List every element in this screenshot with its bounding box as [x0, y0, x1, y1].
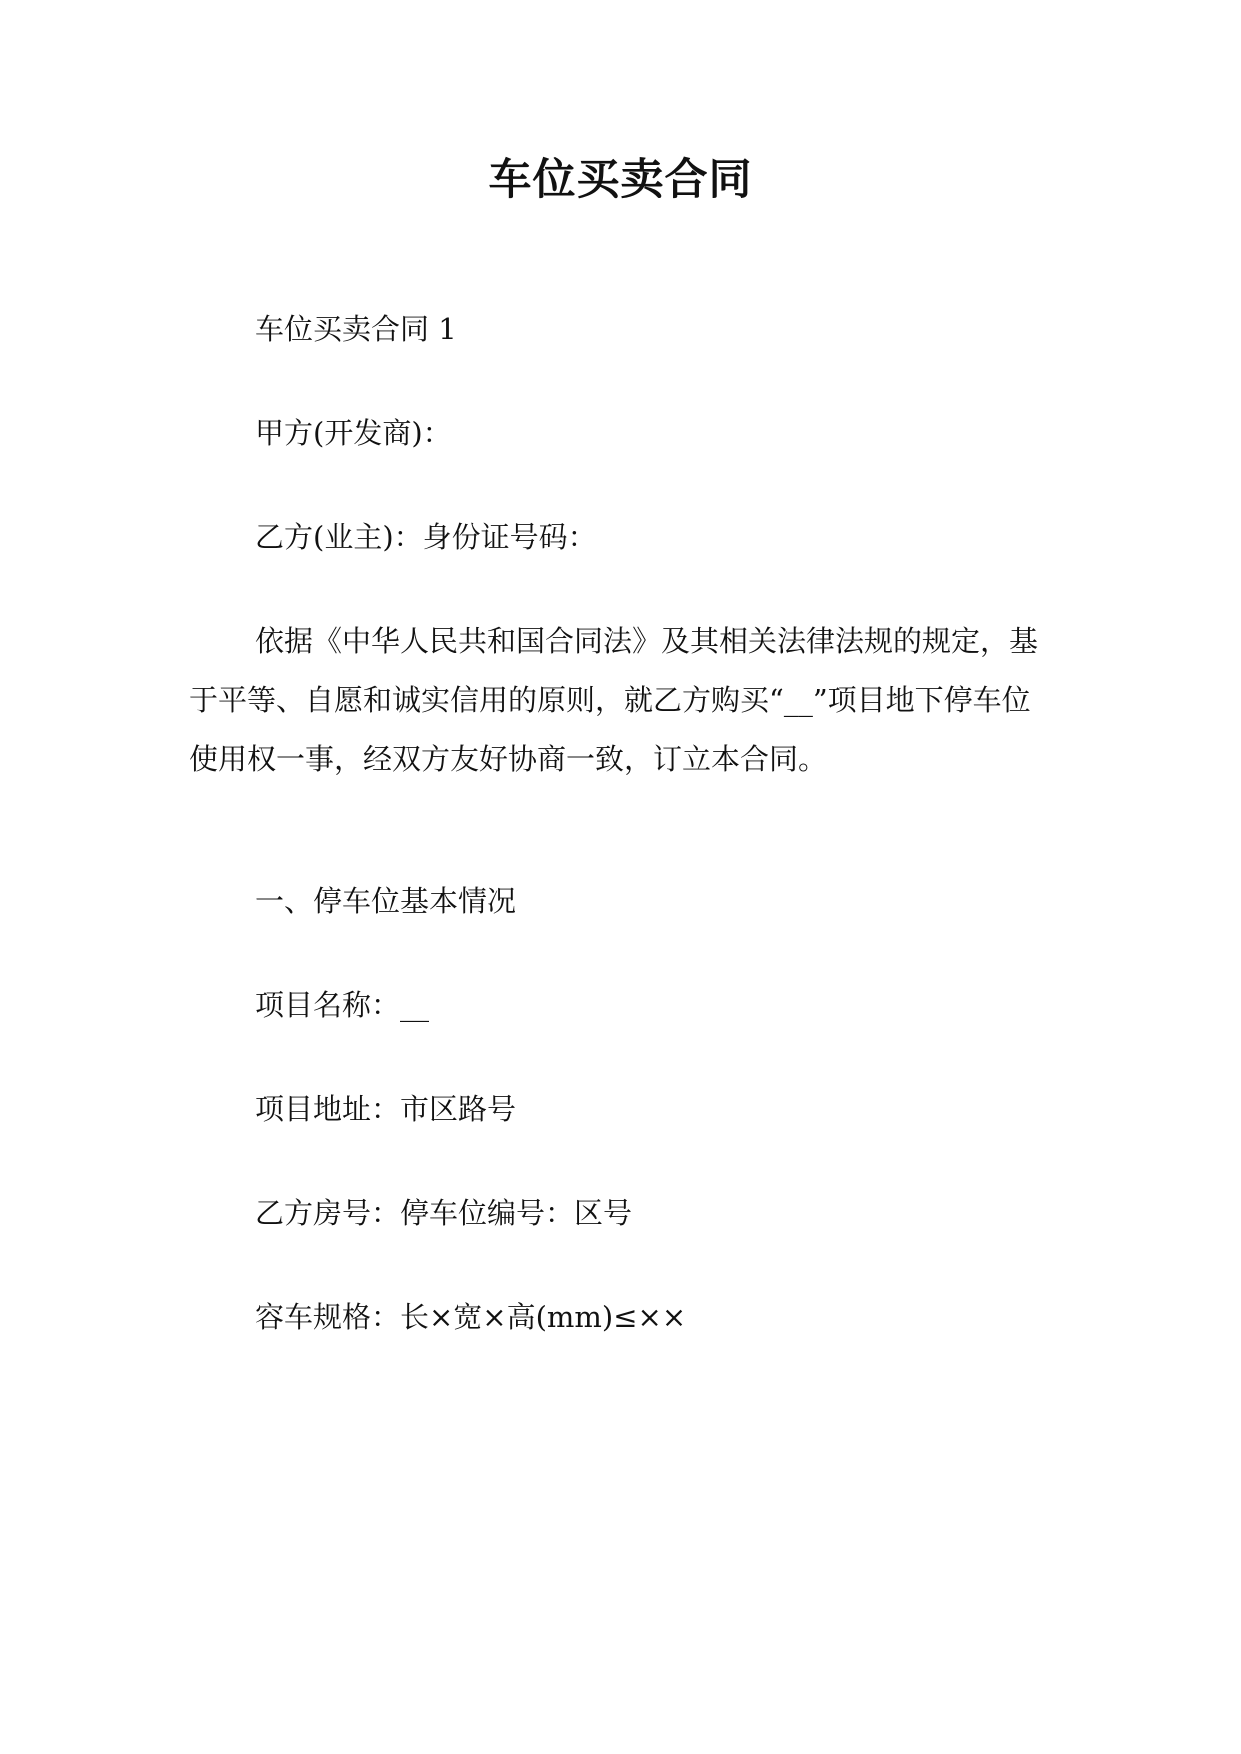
- contract-subtitle: 车位买卖合同 1: [255, 312, 457, 346]
- section-heading: 一、停车位基本情况: [255, 884, 517, 918]
- document-title: 车位买卖合同: [488, 155, 753, 205]
- project-address-line: 项目地址：市区路号: [255, 1092, 517, 1126]
- party-b-line: 乙方(业主)：身份证号码：: [255, 520, 597, 554]
- preamble-paragraph: 依据《中华人民共和国合同法》及其相关法律法规的规定，基于平等、自愿和诚实信用的原则，就乙方购买“__”项目地下停车位使用权一事，经双方友好协商一致，订立本合同。: [189, 624, 1039, 776]
- room-and-space-line: 乙方房号：停车位编号：区号: [255, 1196, 633, 1230]
- party-a-line: 甲方(开发商)：: [255, 416, 452, 450]
- vehicle-spec-line: 容车规格：长×宽×高(mm)≤××: [255, 1300, 687, 1334]
- project-name-line: 项目名称：__: [255, 988, 430, 1022]
